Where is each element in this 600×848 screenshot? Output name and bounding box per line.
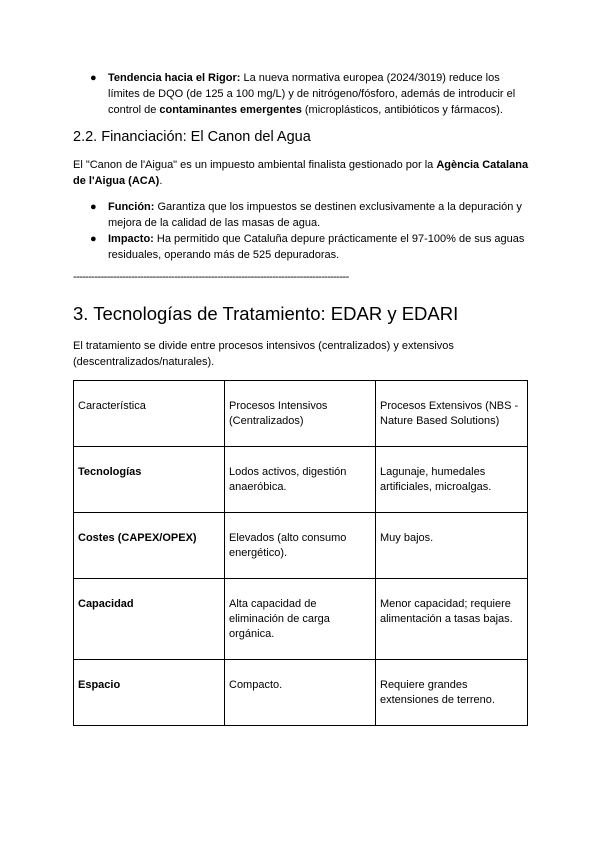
- bullet-text: Ha permitido que Cataluña depure prácticamente el 97-100% de sus aguas residuales, operando más de 525 depuradoras.: [108, 233, 525, 261]
- financing-bullet-list: [0, 199, 600, 263]
- section-heading-technologies: 3. Tecnologías de Tratamiento: EDAR y EDARI: [73, 303, 459, 324]
- bullet-icon: ●: [90, 233, 97, 245]
- table-row: [74, 513, 528, 579]
- header-cell: Procesos Intensivos (Centralizados): [225, 381, 376, 447]
- bullet-lead: Tendencia hacia el Rigor:: [108, 72, 241, 84]
- header-cell: Procesos Extensivos (NBS - Nature Based Solutions): [376, 381, 528, 447]
- table-cell: Elevados (alto consumo energético).: [225, 513, 376, 579]
- comparison-table: [73, 380, 528, 726]
- trend-bullet-list: [0, 70, 600, 118]
- header-cell: Característica: [74, 381, 225, 447]
- table-cell: Requiere grandes extensiones de terreno.: [376, 660, 528, 726]
- table-cell: Lagunaje, humedales artificiales, microalgas.: [376, 447, 528, 513]
- table-cell: Muy bajos.: [376, 513, 528, 579]
- bullet-text-end: (microplásticos, antibióticos y fármacos).: [301, 104, 503, 116]
- table-row: [74, 579, 528, 660]
- bullet-icon: ●: [90, 72, 97, 84]
- table-cell: Lodos activos, digestión anaeróbica.: [225, 447, 376, 513]
- row-label-cell: Costes (CAPEX/OPEX): [74, 513, 225, 579]
- intro-end: .: [159, 175, 163, 187]
- table-header-row: [74, 381, 528, 447]
- bullet-emphasis: contaminantes emergentes: [159, 104, 302, 116]
- divider-line: ------------------------------------------------------------------------------------------: [73, 271, 349, 283]
- table-cell: Compacto.: [225, 660, 376, 726]
- row-label-cell: Tecnologías: [74, 447, 225, 513]
- list-item: [0, 199, 600, 231]
- row-label-cell: Espacio: [74, 660, 225, 726]
- bullet-icon: ●: [90, 201, 97, 213]
- bullet-text: La nueva normativa europea (2024/3019) reduce los límites de DQO (de 125 a 100 mg/L) y de nitrógeno/fósforo, además de introducir el control de: [108, 72, 516, 116]
- table-cell: Menor capacidad; requiere alimentación a tasas bajas.: [376, 579, 528, 660]
- technologies-intro: El tratamiento se divide entre procesos intensivos (centralizados) y extensivos (descentralizados/naturales).: [73, 340, 454, 368]
- row-label-cell: Capacidad: [74, 579, 225, 660]
- bullet-lead: Impacto:: [108, 233, 154, 245]
- table-row: [74, 660, 528, 726]
- table-cell: Alta capacidad de eliminación de carga orgánica.: [225, 579, 376, 660]
- intro-agency: Agència Catalana de l'Aigua (ACA): [73, 159, 529, 187]
- intro-text: El "Canon de l'Aigua" es un impuesto ambiental finalista gestionado por la: [73, 159, 437, 171]
- list-item: [0, 231, 600, 263]
- table-row: [74, 447, 528, 513]
- financing-intro: [73, 157, 533, 189]
- list-item: [0, 70, 600, 118]
- section-heading-financing: 2.2. Financiación: El Canon del Agua: [73, 129, 311, 145]
- bullet-lead: Función:: [108, 201, 155, 213]
- bullet-text: Garantiza que los impuestos se destinen exclusivamente a la depuración y mejora de la calidad de las masas de agua.: [108, 201, 522, 229]
